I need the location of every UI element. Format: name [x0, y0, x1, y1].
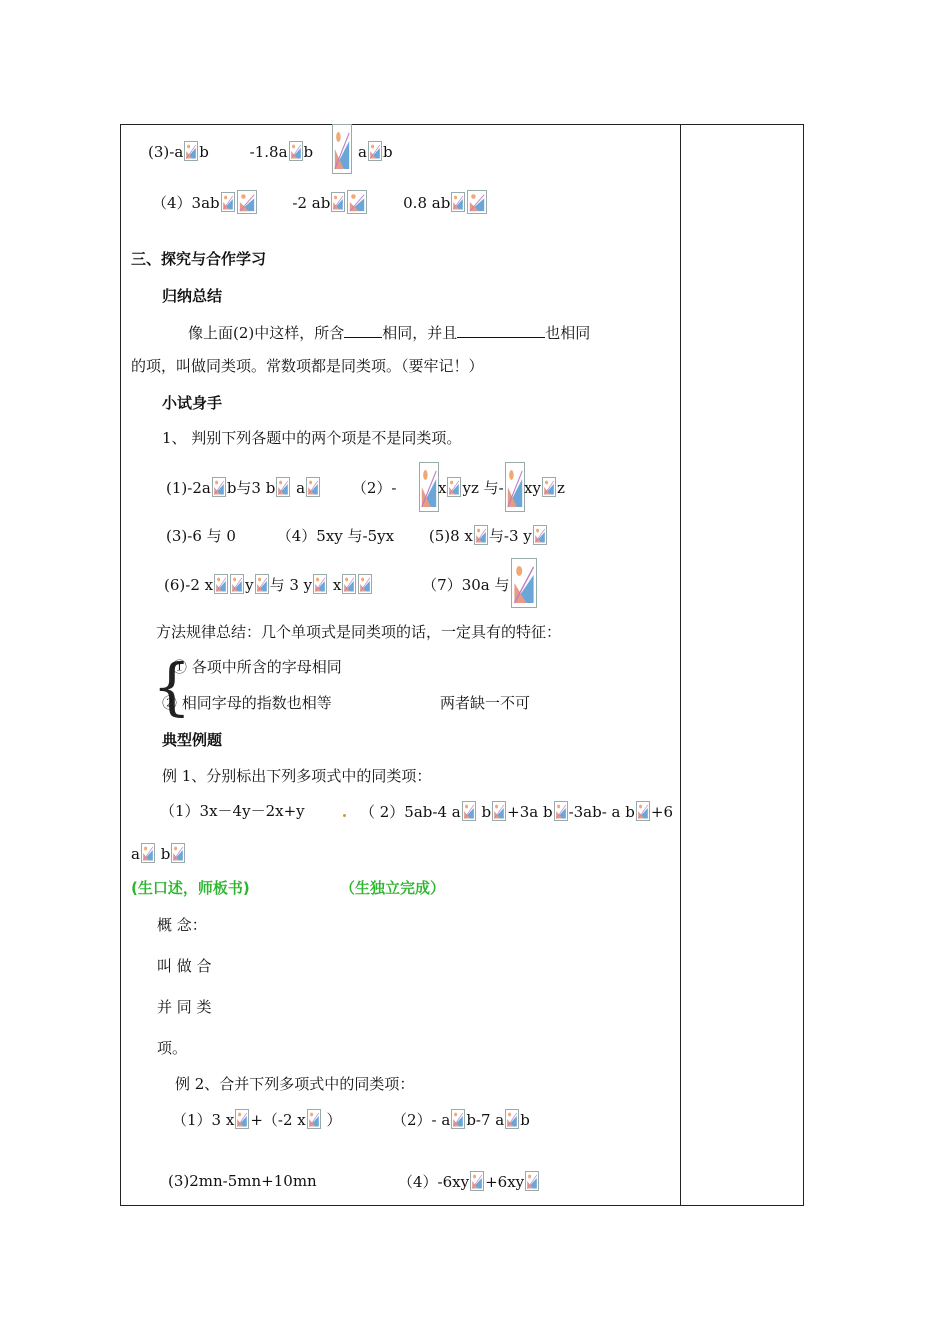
broken-image-graphic	[506, 1110, 518, 1128]
section-heading: 三、探究与合作学习	[131, 250, 267, 268]
broken-image-icon	[237, 190, 257, 214]
example-2-part-2: （2）- a b-7 a b	[392, 1111, 530, 1129]
broken-image-graphic	[333, 125, 351, 173]
example-2-part-1: （1）3 x +（-2 x ）	[172, 1111, 342, 1129]
broken-image-graphic	[420, 463, 438, 511]
stray-dot	[343, 814, 346, 817]
broken-image-graphic	[231, 575, 243, 593]
exercise-line-4: （4）3ab -2 ab 0.8 ab	[152, 190, 488, 214]
concept-line-3: 项。	[157, 1039, 188, 1057]
example-2-part-4: （4）-6xy +6xy	[398, 1171, 540, 1192]
broken-image-graphic	[348, 191, 366, 213]
exercise-line-3: (3)-a b -1.8a b	[148, 143, 314, 161]
broken-image-graphic	[215, 575, 227, 593]
broken-image-icon	[171, 843, 185, 863]
broken-image-graphic	[213, 478, 225, 496]
broken-image-graphic	[185, 142, 197, 160]
broken-image-icon	[255, 574, 269, 594]
broken-image-icon	[230, 574, 244, 594]
try-row-3: (6)-2 x y 与 3 y x （7）30a 与	[164, 576, 510, 594]
broken-image-icon	[505, 1109, 519, 1129]
broken-image-icon	[313, 574, 327, 594]
broken-image-graphic	[236, 1110, 248, 1128]
try-row-1-b: x yz 与-	[438, 479, 504, 497]
broken-image-graphic	[369, 142, 381, 160]
broken-image-icon	[331, 192, 345, 212]
broken-image-icon	[451, 1109, 465, 1129]
broken-image-icon	[347, 190, 367, 214]
broken-image-graphic	[475, 526, 487, 544]
concept-line-2: 并 同 类	[157, 998, 212, 1016]
broken-image-graphic	[637, 802, 649, 820]
exercise-line-3-tail: a b	[358, 143, 393, 161]
example-2-title: 例 2、合并下列多项式中的同类项：	[175, 1075, 415, 1093]
broken-image-icon	[212, 477, 226, 497]
broken-image-graphic	[452, 1110, 464, 1128]
broken-image-icon	[184, 141, 198, 161]
example-1-part-1: （1）3x－4y－2x+y	[160, 802, 305, 820]
broken-image-icon	[289, 141, 303, 161]
example-1-part-2: （ 2）5ab-4 a b +3a b -3ab- a b +6	[360, 803, 673, 821]
broken-image-graphic	[172, 844, 184, 862]
try-row-1-c: xy z	[524, 479, 565, 497]
broken-image-icon	[358, 574, 372, 594]
broken-image-icon	[214, 574, 228, 594]
broken-image-icon	[511, 558, 537, 608]
method-both: 两者缺一不可	[440, 694, 531, 712]
broken-image-graphic	[332, 193, 344, 211]
fill-blank[interactable]	[344, 321, 382, 338]
broken-image-graphic	[555, 802, 567, 820]
broken-image-icon	[636, 801, 650, 821]
broken-image-graphic	[463, 802, 475, 820]
broken-image-icon	[419, 462, 439, 512]
broken-image-graphic	[277, 478, 289, 496]
broken-image-graphic	[468, 191, 486, 213]
try-heading: 小试身手	[162, 394, 223, 412]
broken-image-icon	[505, 462, 525, 512]
broken-image-icon	[467, 190, 487, 214]
examples-heading: 典型例题	[162, 731, 223, 749]
broken-image-graphic	[493, 802, 505, 820]
broken-image-graphic	[452, 193, 464, 211]
broken-image-graphic	[448, 478, 460, 496]
broken-image-icon	[332, 124, 352, 174]
broken-image-icon	[554, 801, 568, 821]
example-1-part-2-cont: a b	[131, 843, 186, 864]
broken-image-graphic	[308, 1110, 320, 1128]
method-item-1: ① 各项中所含的字母相同	[172, 658, 342, 676]
broken-image-graphic	[534, 526, 546, 544]
broken-image-icon	[141, 843, 155, 863]
broken-image-graphic	[256, 575, 268, 593]
broken-image-icon	[542, 477, 556, 497]
broken-image-icon	[235, 1109, 249, 1129]
broken-image-icon	[221, 192, 235, 212]
broken-image-graphic	[142, 844, 154, 862]
broken-image-graphic	[343, 575, 355, 593]
try-row-2: (3)-6 与 0 （4）5xy 与-5yx (5)8 x 与-3 y	[166, 525, 548, 546]
concept-line-1: 叫 做 合	[157, 957, 212, 975]
broken-image-graphic	[471, 1172, 483, 1190]
broken-image-graphic	[238, 191, 256, 213]
broken-image-graphic	[359, 575, 371, 593]
summary-sentence: 像上面(2)中这样，所含 相同，并且 也相同	[188, 321, 590, 343]
fill-blank[interactable]	[457, 321, 545, 338]
broken-image-icon	[447, 477, 461, 497]
try-row-1: (1)-2a b与3 b a （2）-	[166, 479, 397, 497]
broken-image-icon	[470, 1171, 484, 1191]
broken-image-icon	[474, 525, 488, 545]
table-column-divider	[680, 124, 681, 1206]
broken-image-icon	[525, 1171, 539, 1191]
method-item-2: ② 相同字母的指数也相等	[162, 694, 332, 712]
broken-image-icon	[492, 801, 506, 821]
teacher-note: (生口述，师板书)	[131, 879, 250, 897]
broken-image-graphic	[543, 478, 555, 496]
broken-image-graphic	[222, 193, 234, 211]
broken-image-graphic	[307, 478, 319, 496]
summary-sentence-line2: 的项，叫做同类项。常数项都是同类项。（要牢记！）	[131, 357, 484, 375]
broken-image-icon	[276, 477, 290, 497]
example-2-part-3: (3)2mn-5mn+10mn	[168, 1172, 317, 1190]
broken-image-icon	[451, 192, 465, 212]
method-summary: 方法规律总结：几个单项式是同类项的话，一定具有的特征：	[156, 623, 562, 641]
broken-image-icon	[533, 525, 547, 545]
broken-image-graphic	[506, 463, 524, 511]
broken-image-icon	[368, 141, 382, 161]
broken-image-graphic	[314, 575, 326, 593]
summary-heading: 归纳总结	[162, 287, 223, 305]
broken-image-icon	[342, 574, 356, 594]
student-note: （生独立完成）	[340, 879, 446, 897]
try-question-1: 1、 判别下列各题中的两个项是不是同类项。	[162, 429, 462, 447]
broken-image-icon	[307, 1109, 321, 1129]
brace-bracket: {	[152, 650, 192, 723]
concept-label: 概 念：	[157, 916, 207, 934]
broken-image-icon	[306, 477, 320, 497]
broken-image-graphic	[290, 142, 302, 160]
broken-image-graphic	[526, 1172, 538, 1190]
broken-image-icon	[462, 801, 476, 821]
broken-image-graphic	[512, 559, 536, 607]
example-1-title: 例 1、分别标出下列多项式中的同类项：	[162, 767, 432, 785]
